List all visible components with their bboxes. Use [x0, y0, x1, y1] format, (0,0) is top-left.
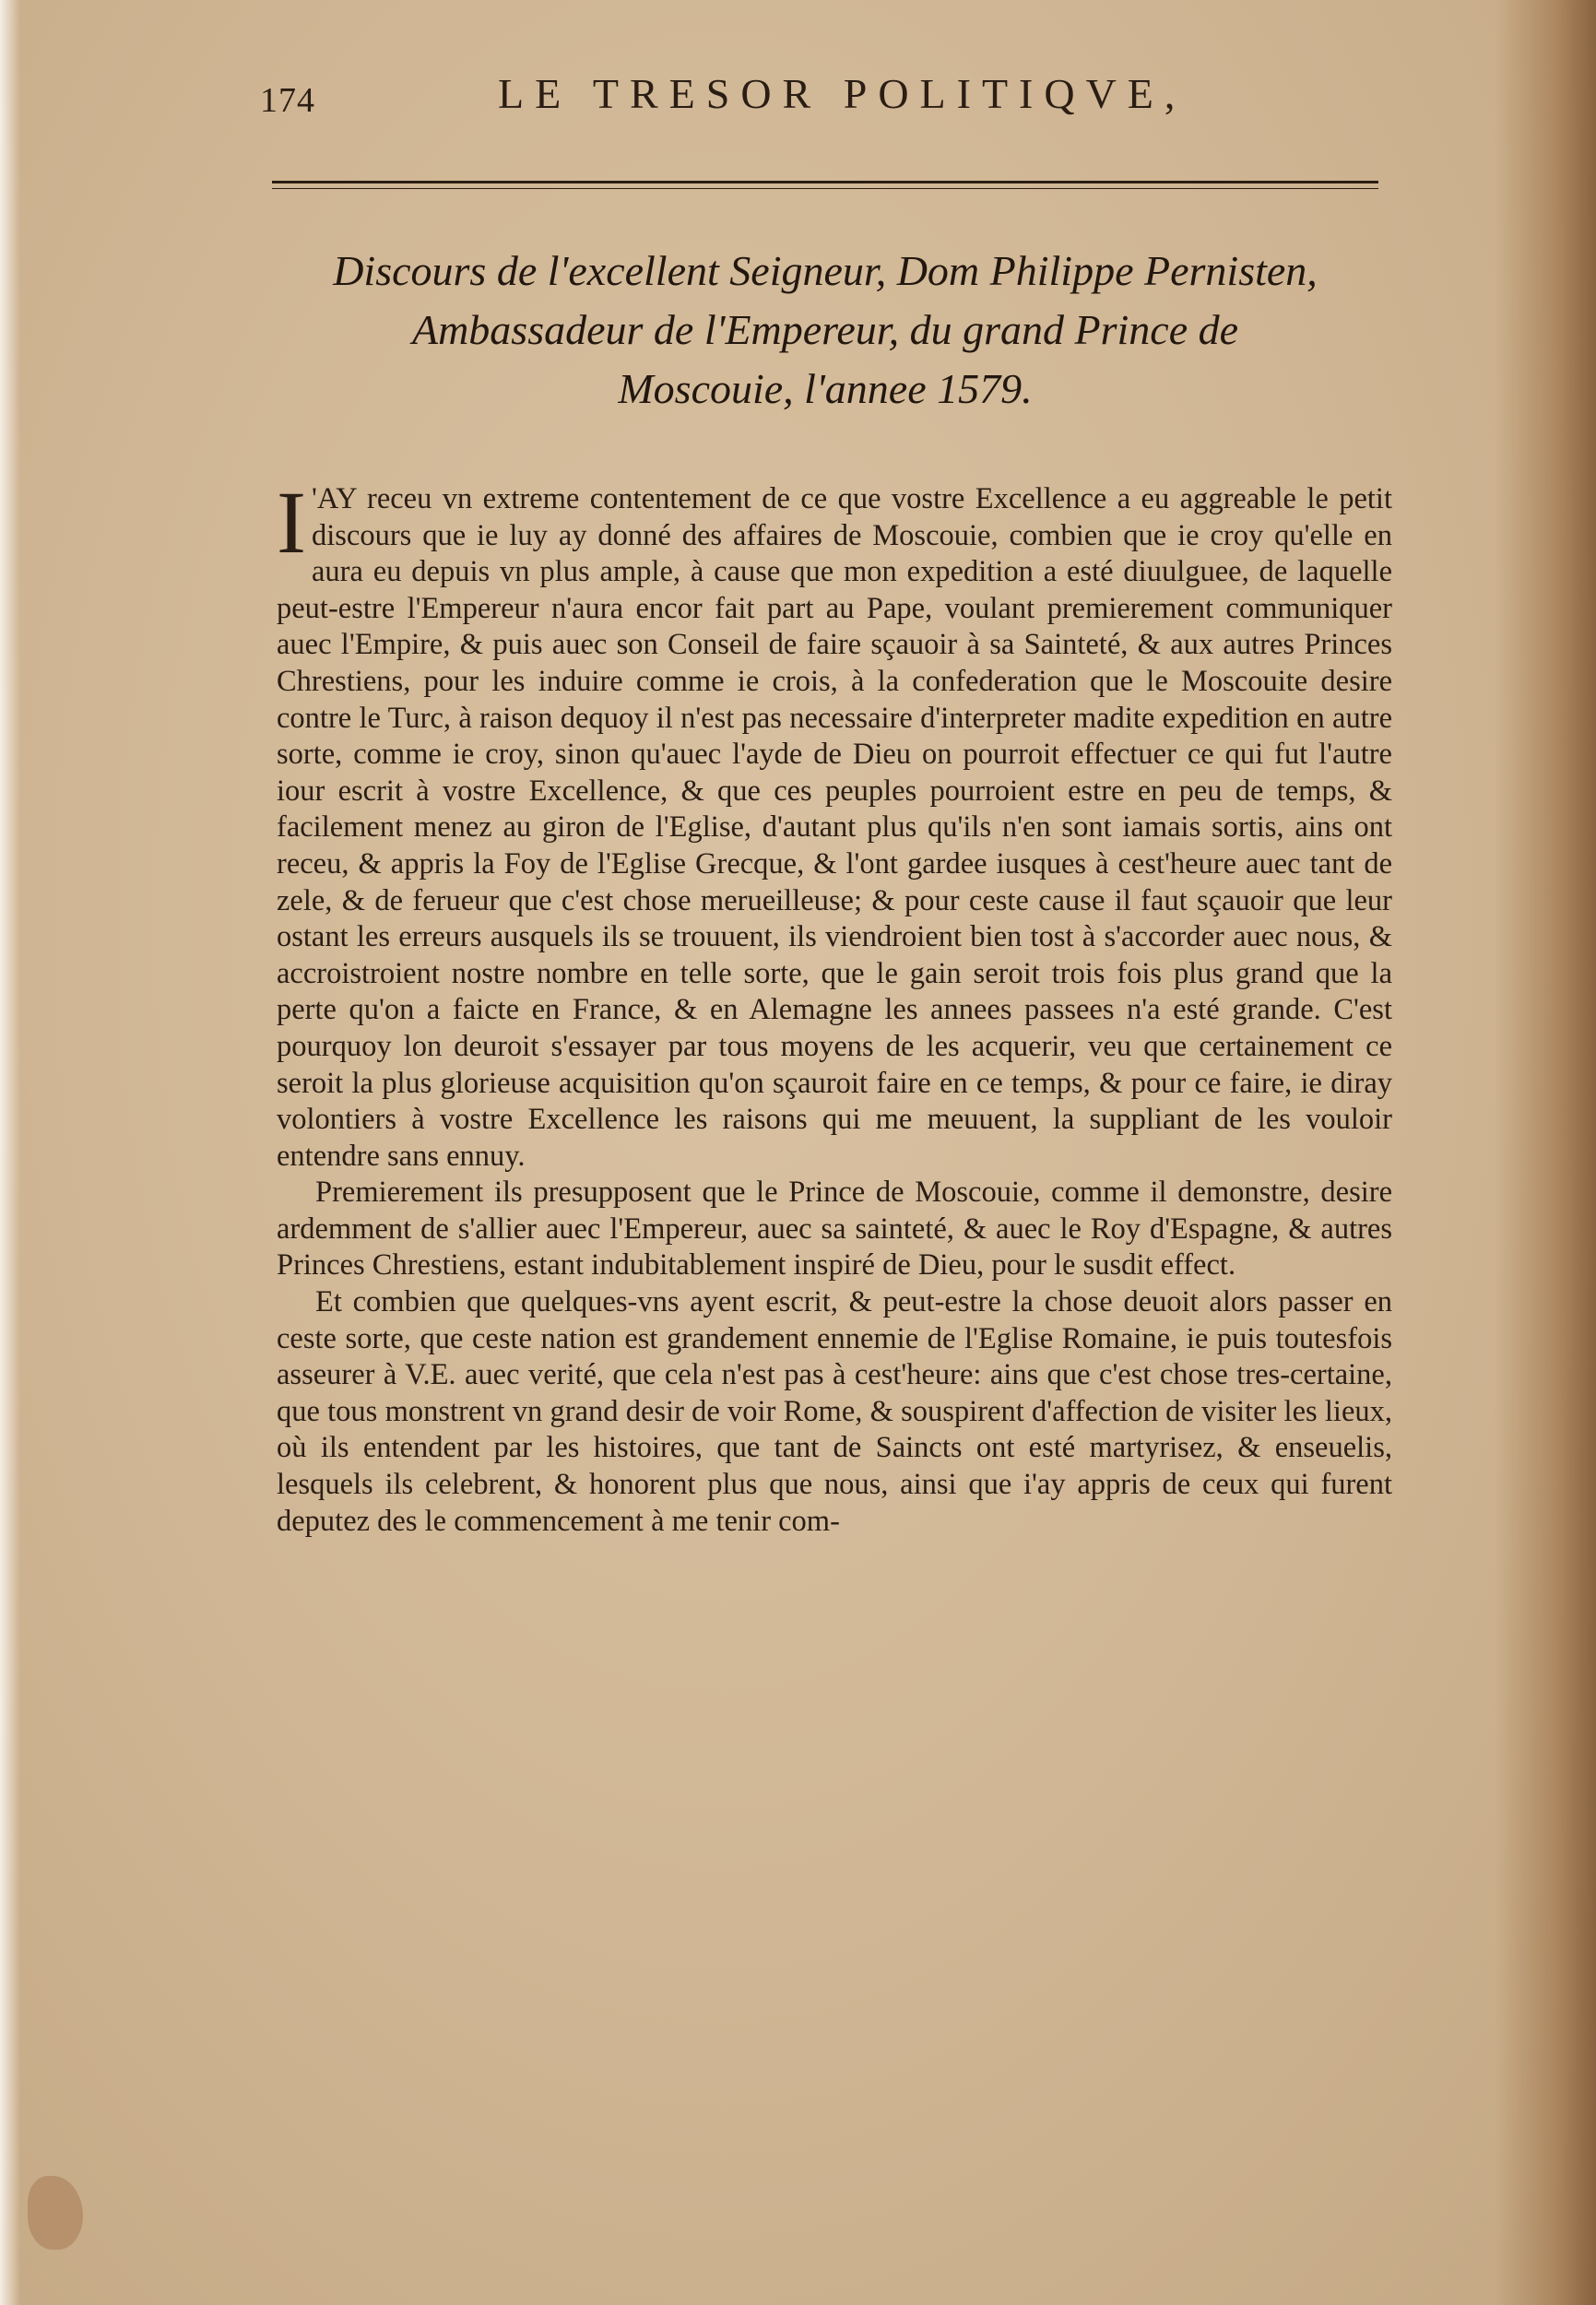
drop-cap: I: [277, 473, 306, 572]
paragraph-2: Premierement ils presupposent que le Prince de Moscouie, comme il demonstre, desire ardemment de s'allier auec l'Empereur, auec sa sainteté, & auec le Roy d'Espagne, & autres Princes Chrestiens, estant indubitablement inspiré de Dieu, pour le susdit effect.: [277, 1176, 1392, 1283]
page-number: 174: [260, 81, 315, 120]
heading-line-2: Ambassadeur de l'Empereur, du grand Prince de: [411, 306, 1239, 353]
header-rule: [272, 181, 1378, 189]
section-heading: [267, 242, 1383, 419]
page-edge-left: [0, 0, 20, 2305]
paragraph-1-text: 'AY receu vn extreme contentement de ce que vostre Excellence a eu aggreable le petit discours que ie luy ay donné des affaires de Moscouie, combien que ie croy qu'elle en aura eu depuis vn plus ample, à cause que mon expedition a esté diuulguee, de laquelle peut-estre l'Empereur n'aura encor fait part au Pape, voulant premierement communiquer auec l'Empire, & puis auec son Conseil de faire sçauoir à sa Sainteté, & aux autres Princes Chrestiens, pour les induire comme ie crois, à la confederation que le Moscouite desire contre le Turc, à raison dequoy il n'est pas necessaire d'interpreter madite expedition en autre sorte, comme ie croy, sinon qu'auec l'ayde de Dieu on pourroit effectuer ce qui fut l'autre iour escrit à vostre Excellence, & que ces peuples pourroient estre en peu de temps, & facilement menez au giron de l'Eglise, d'autant plus qu'ils n'en sont iamais sortis, ains ont receu, & appris la Foy de l'Eglise Grecque, & l'ont gardee iusques à cest'heure auec tant de zele, & de ferueur que c'est chose merueilleuse; & pour ceste cause il faut sçauoir que leur ostant les erreurs ausquels ils se trouuent, ils viendroient bien tost à s'accorder auec nous, & accroistroient nostre nombre en telle sorte, que le gain seroit trois fois plus grand que la perte qu'on a faicte en France, & en Alemagne les annees passees n'a esté grande. C'est pourquoy lon deuroit s'essayer par tous moyens de les acquerir, veu que certainement ce seroit la plus glorieuse acquisition qu'on sçauroit faire en ce temps, & pour ce faire, ie diray volontiers à vostre Excellence les raisons qui me meuuent, la suppliant de les vouloir entendre sans ennuy.: [277, 482, 1392, 1173]
running-title: LE TRESOR POLITIQVE,: [498, 70, 1187, 117]
heading-line-3: Moscouie, l'annee 1579.: [618, 365, 1033, 412]
paper-stain: [28, 2176, 83, 2250]
body-text: [277, 473, 1392, 1540]
page-header: [0, 69, 1596, 124]
paragraph-1: [277, 473, 1392, 1175]
page-edge-right: [1495, 0, 1596, 2305]
heading-line-1: Discours de l'excellent Seigneur, Dom Philippe Pernisten,: [333, 247, 1318, 294]
paragraph-3: Et combien que quelques-vns ayent escrit, & peut-estre la chose deuoit alors passer en ceste sorte, que ceste nation est grandement ennemie de l'Eglise Romaine, ie puis toutesfois asseurer à V.E. auec verité, que cela n'est pas à cest'heure: ains que c'est chose tres-certaine, que tous monstrent vn grand desir de voir Rome, & souspirent d'affection de visiter les lieux, où ils entendent par les histoires, que tant de Saincts ont esté martyrisez, & enseuelis, lesquels ils celebrent, & honorent plus que nous, ainsi que i'ay appris de ceux qui furent deputez des le commencement à me tenir com-: [277, 1285, 1392, 1538]
